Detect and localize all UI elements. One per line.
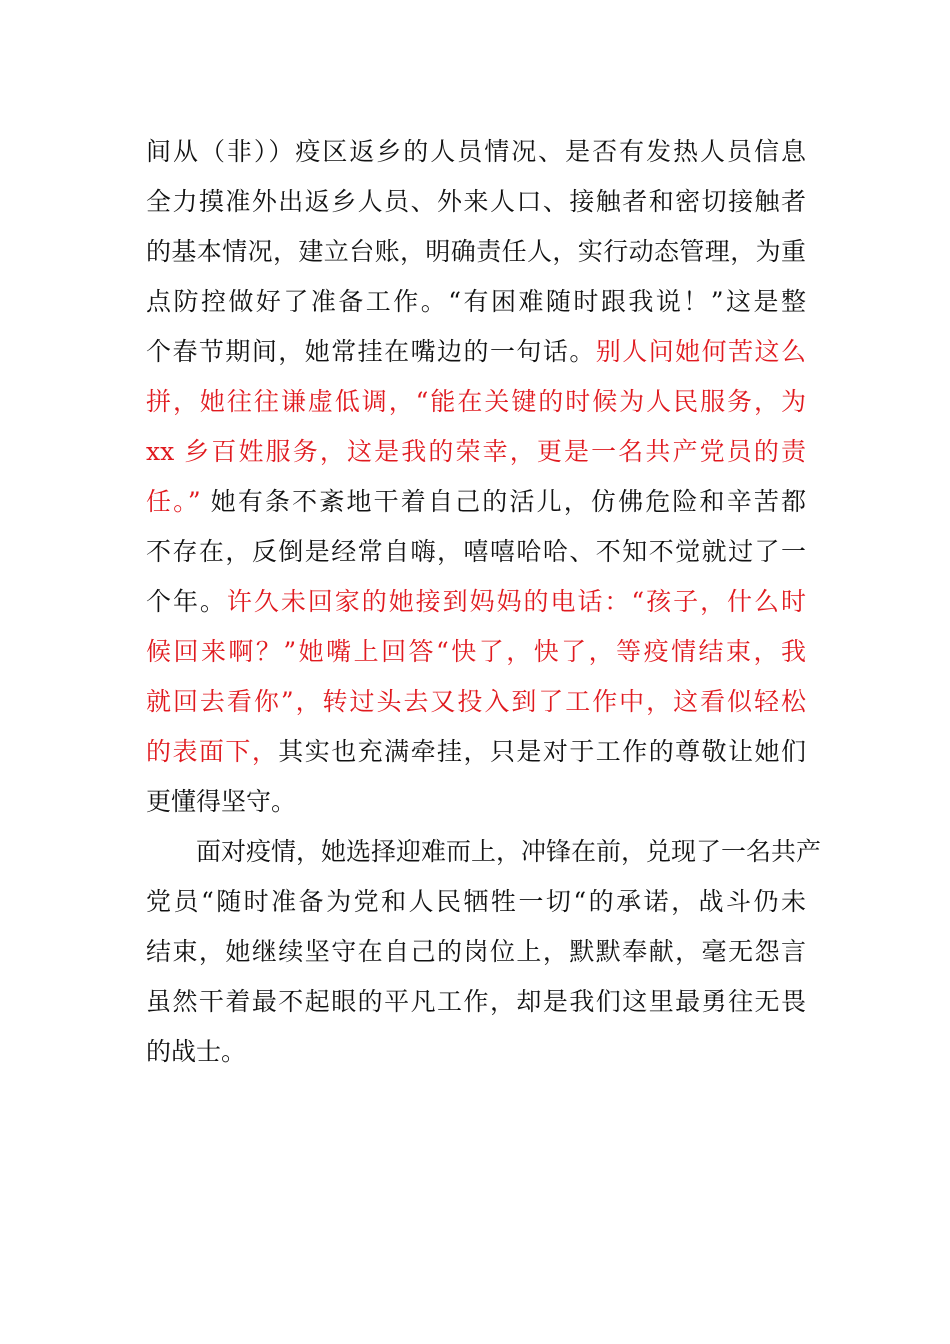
paragraph-2-line-4: 虽然干着最不起眼的平凡工作，却是我们这里最勇往无畏 (146, 987, 806, 1016)
paragraph-1-line-7: xx 乡百姓服务，这是我的荣幸，更是一名共产党员的责 (146, 437, 806, 466)
paragraph-2-line-3: 结束，她继续坚守在自己的岗位上，默默奉献，毫无怨言 (146, 937, 806, 966)
paragraph-1-line-5 (146, 332, 806, 372)
paragraph-1-line-13 (146, 732, 806, 772)
paragraph-1-line-10 (146, 582, 806, 622)
paragraph-1-line-4: 点防控做好了准备工作。“有困难随时跟我说！”这是整 (146, 287, 806, 316)
paragraph-1-line-8 (146, 482, 806, 522)
paragraph-1-line-3: 的基本情况，建立台账，明确责任人，实行动态管理，为重 (146, 237, 806, 266)
line-13-black-text: 其实也充满牵挂，只是对于工作的尊敬让她们 (278, 737, 806, 766)
line-10-black-text: 个年。 (146, 587, 227, 616)
paragraph-1-line-14: 更懂得坚守。 (146, 787, 297, 816)
paragraph-1-line-12: 就回去看你”，转过头去又投入到了工作中，这看似轻松 (146, 687, 806, 716)
line-13-red-text: 的表面下， (146, 737, 279, 766)
paragraph-1-line-2: 全力摸准外出返乡人员、外来人口、接触者和密切接触者 (146, 187, 806, 216)
paragraph-2-line-1: 面对疫情，她选择迎难而上，冲锋在前，兑现了一名共产 (196, 837, 822, 866)
paragraph-1-line-9: 不存在，反倒是经常自嗨，嘻嘻哈哈、不知不觉就过了一 (146, 537, 806, 566)
line-8-black-text: 她有条不紊地干着自己的活儿，仿佛危险和辛苦都 (200, 487, 807, 516)
paragraph-2-line-2: 党员“随时准备为党和人民牺牲一切“的承诺，战斗仍未 (146, 887, 806, 916)
line-5-black-text: 个春节期间，她常挂在嘴边的一句话。 (146, 337, 596, 366)
line-10-red-text: 许久未回家的她接到妈妈的电话：“孩子，什么时 (226, 587, 806, 616)
line-5-red-text: 别人问她何苦这么 (595, 337, 806, 366)
paragraph-1-line-6: 拼，她往往谦虚低调，“能在关键的时候为人民服务，为 (146, 387, 806, 416)
paragraph-1-line-1: 间从（非））疫区返乡的人员情况、是否有发热人员信息 (146, 137, 806, 166)
paragraph-1-line-11: 候回来啊？”她嘴上回答“快了，快了，等疫情结束，我 (146, 637, 806, 666)
line-8-red-text: 任。” (146, 487, 201, 516)
paragraph-2-line-5: 的战士。 (146, 1037, 247, 1066)
